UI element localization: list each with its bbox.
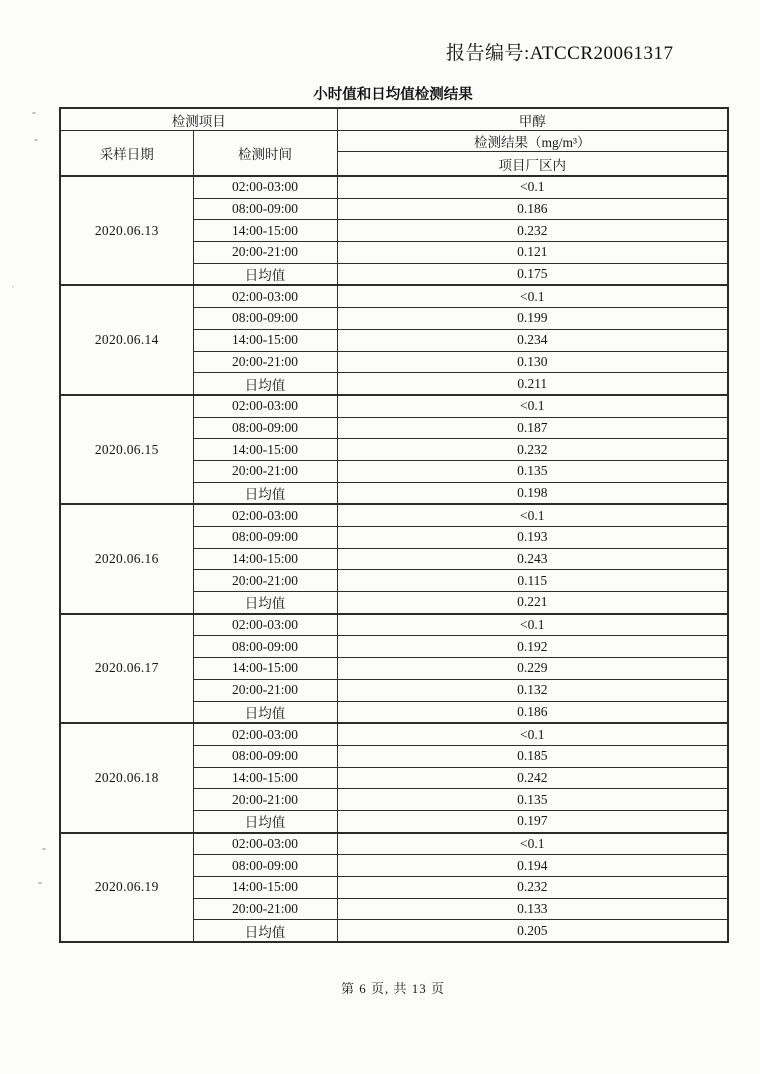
time-cell: 08:00-09:00 — [193, 855, 337, 877]
value-cell: 0.133 — [337, 898, 728, 920]
scan-speck — [38, 882, 42, 884]
time-cell: 14:00-15:00 — [193, 329, 337, 351]
scan-speck — [34, 139, 38, 141]
daily-avg-label-cell: 日均值 — [193, 482, 337, 504]
result-unit-cell: 检测结果（mg/m³） — [337, 131, 728, 152]
time-cell: 08:00-09:00 — [193, 636, 337, 658]
daily-avg-label-cell: 日均值 — [193, 592, 337, 614]
time-cell: 14:00-15:00 — [193, 877, 337, 899]
daily-avg-label-cell: 日均值 — [193, 810, 337, 832]
test-time-header-cell: 检测时间 — [193, 131, 337, 177]
daily-avg-value-cell: 0.175 — [337, 263, 728, 285]
value-cell: 0.115 — [337, 570, 728, 592]
table-title: 小时值和日均值检测结果 — [313, 87, 473, 103]
value-cell: 0.121 — [337, 242, 728, 264]
scan-speck — [12, 285, 14, 288]
time-cell: 02:00-03:00 — [193, 395, 337, 417]
daily-avg-value-cell: 0.197 — [337, 810, 728, 832]
report-number: 报告编号:ATCCR20061317 — [446, 43, 674, 64]
header-row-result — [60, 131, 728, 152]
daily-avg-label-cell: 日均值 — [193, 263, 337, 285]
date-cell: 2020.06.19 — [60, 833, 193, 942]
table-row — [60, 285, 728, 307]
results-table-body — [60, 176, 728, 942]
value-cell: 0.135 — [337, 789, 728, 811]
date-cell: 2020.06.16 — [60, 504, 193, 613]
value-cell: <0.1 — [337, 504, 728, 526]
table-row — [60, 614, 728, 636]
results-table — [59, 107, 729, 943]
time-cell: 14:00-15:00 — [193, 220, 337, 242]
daily-avg-value-cell: 0.205 — [337, 920, 728, 942]
time-cell: 08:00-09:00 — [193, 198, 337, 220]
time-cell: 20:00-21:00 — [193, 789, 337, 811]
table-row — [60, 833, 728, 855]
time-cell: 02:00-03:00 — [193, 285, 337, 307]
value-cell: <0.1 — [337, 395, 728, 417]
value-cell: <0.1 — [337, 723, 728, 745]
value-cell: 0.130 — [337, 351, 728, 373]
table-row — [60, 176, 728, 198]
daily-avg-label-cell: 日均值 — [193, 373, 337, 395]
value-cell: <0.1 — [337, 285, 728, 307]
date-cell: 2020.06.15 — [60, 395, 193, 504]
table-row — [60, 723, 728, 745]
value-cell: 0.194 — [337, 855, 728, 877]
value-cell: 0.132 — [337, 679, 728, 701]
time-cell: 20:00-21:00 — [193, 570, 337, 592]
value-cell: 0.229 — [337, 658, 728, 680]
value-cell: 0.232 — [337, 877, 728, 899]
value-cell: 0.193 — [337, 527, 728, 549]
time-cell: 14:00-15:00 — [193, 548, 337, 570]
table-row — [60, 504, 728, 526]
daily-avg-value-cell: 0.198 — [337, 482, 728, 504]
time-cell: 20:00-21:00 — [193, 898, 337, 920]
value-cell: 0.187 — [337, 417, 728, 439]
value-cell: <0.1 — [337, 176, 728, 198]
time-cell: 02:00-03:00 — [193, 504, 337, 526]
value-cell: 0.135 — [337, 460, 728, 482]
value-cell: 0.242 — [337, 767, 728, 789]
time-cell: 20:00-21:00 — [193, 351, 337, 373]
time-cell: 14:00-15:00 — [193, 658, 337, 680]
time-cell: 02:00-03:00 — [193, 176, 337, 198]
time-cell: 14:00-15:00 — [193, 439, 337, 461]
value-cell: 0.185 — [337, 745, 728, 767]
time-cell: 02:00-03:00 — [193, 614, 337, 636]
sample-date-header-cell: 采样日期 — [60, 131, 193, 177]
item-label-cell: 检测项目 — [60, 108, 337, 131]
table-row — [60, 395, 728, 417]
value-cell: 0.192 — [337, 636, 728, 658]
value-cell: 0.234 — [337, 329, 728, 351]
value-cell: <0.1 — [337, 833, 728, 855]
time-cell: 20:00-21:00 — [193, 242, 337, 264]
value-cell: 0.199 — [337, 308, 728, 330]
value-cell: 0.232 — [337, 439, 728, 461]
time-cell: 14:00-15:00 — [193, 767, 337, 789]
daily-avg-label-cell: 日均值 — [193, 920, 337, 942]
daily-avg-value-cell: 0.211 — [337, 373, 728, 395]
scan-speck — [32, 112, 36, 114]
value-cell: 0.232 — [337, 220, 728, 242]
date-cell: 2020.06.17 — [60, 614, 193, 723]
date-cell: 2020.06.14 — [60, 285, 193, 394]
time-cell: 02:00-03:00 — [193, 833, 337, 855]
analyte-cell: 甲醇 — [337, 108, 728, 131]
date-cell: 2020.06.18 — [60, 723, 193, 832]
value-cell: 0.243 — [337, 548, 728, 570]
value-cell: <0.1 — [337, 614, 728, 636]
header-row-item — [60, 108, 728, 131]
date-cell: 2020.06.13 — [60, 176, 193, 285]
page-number: 第 6 页, 共 13 页 — [340, 981, 445, 996]
time-cell: 08:00-09:00 — [193, 527, 337, 549]
time-cell: 08:00-09:00 — [193, 308, 337, 330]
time-cell: 08:00-09:00 — [193, 417, 337, 439]
daily-avg-label-cell: 日均值 — [193, 701, 337, 723]
time-cell: 20:00-21:00 — [193, 679, 337, 701]
time-cell: 02:00-03:00 — [193, 723, 337, 745]
time-cell: 08:00-09:00 — [193, 745, 337, 767]
value-cell: 0.186 — [337, 198, 728, 220]
time-cell: 20:00-21:00 — [193, 460, 337, 482]
location-cell: 项目厂区内 — [337, 152, 728, 177]
daily-avg-value-cell: 0.186 — [337, 701, 728, 723]
daily-avg-value-cell: 0.221 — [337, 592, 728, 614]
scan-speck — [42, 848, 46, 850]
